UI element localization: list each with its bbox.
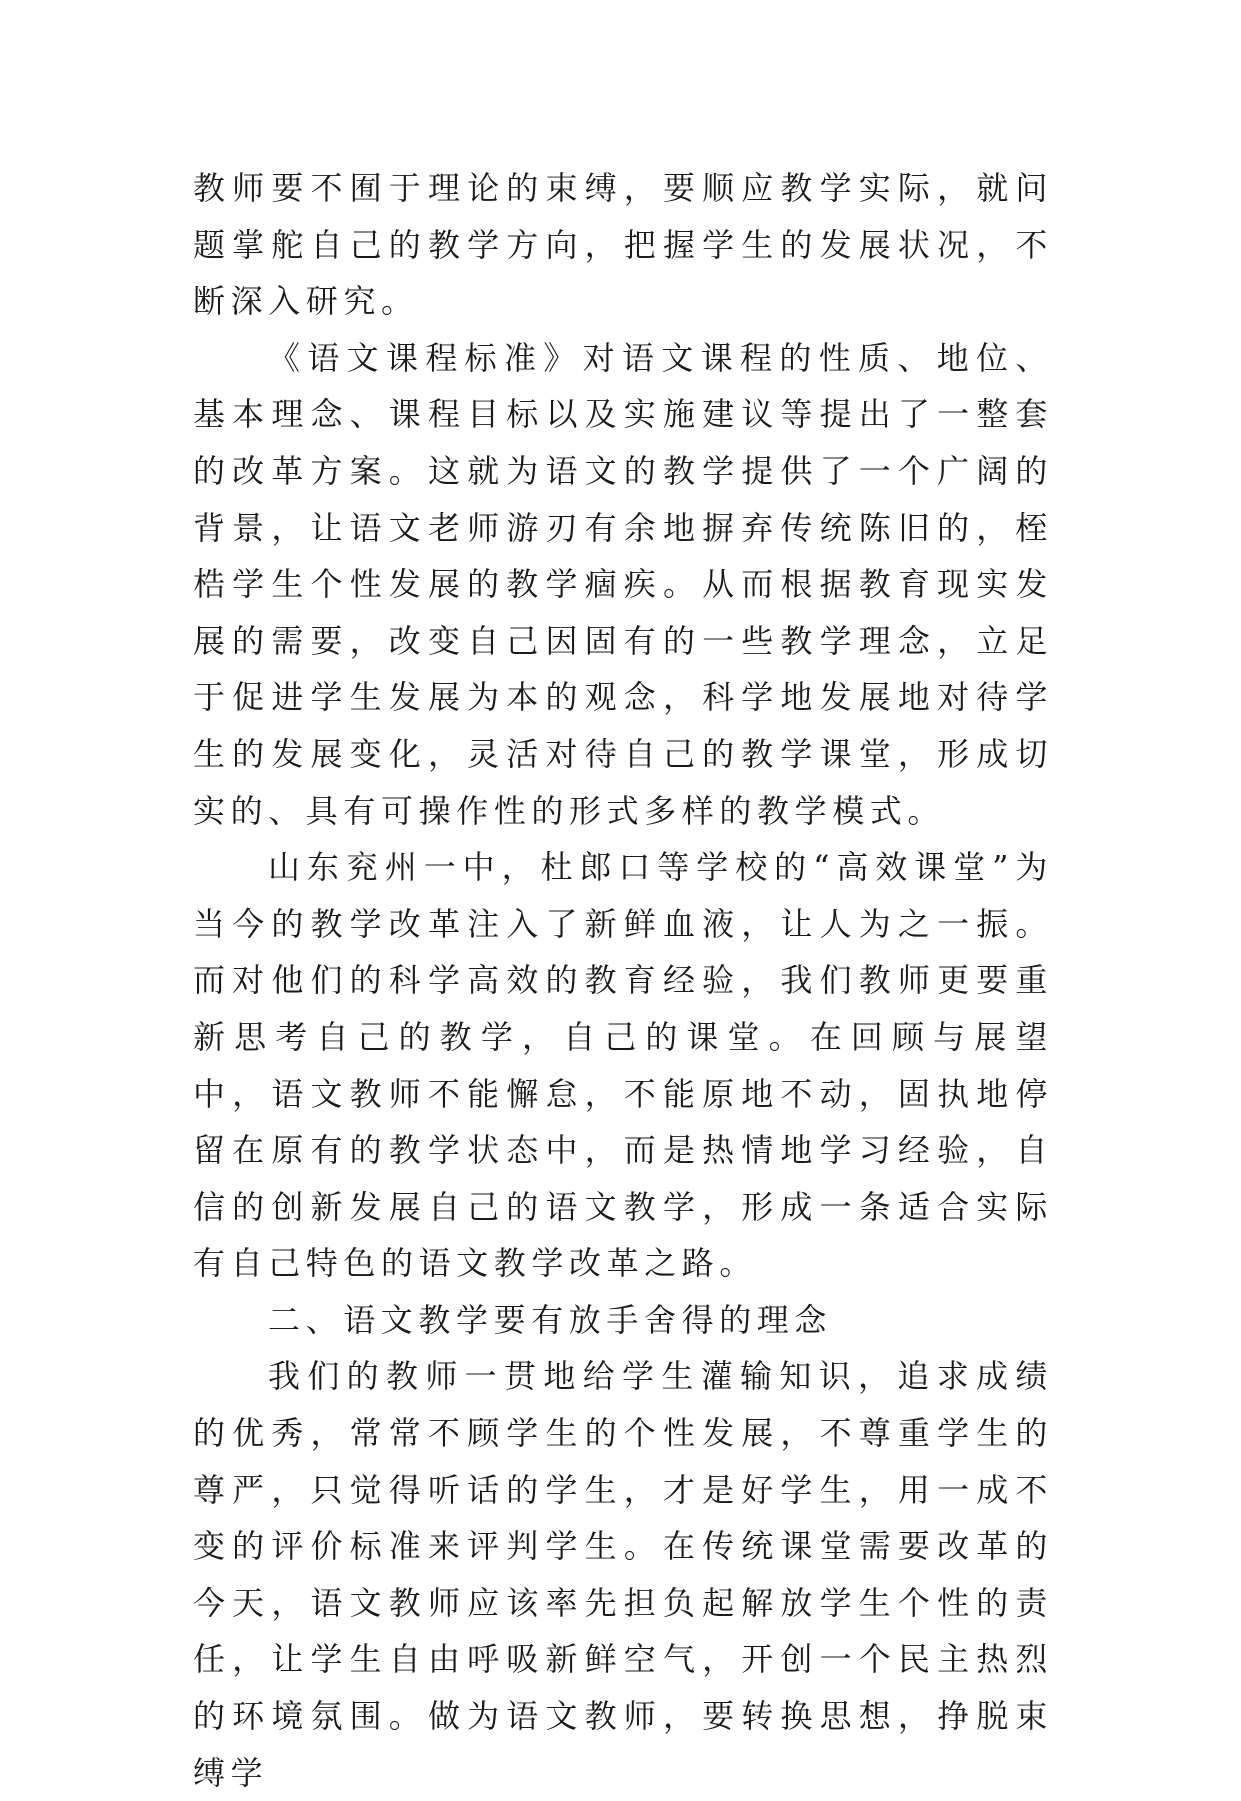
section-heading: 二、语文教学要有放手舍得的理念 [268,1300,833,1339]
paragraph-2: 《语文课程标准》对语文课程的性质、地位、基本理念、课程目标以及实施建议等提出了一整套的改革方案。这就为语文的教学提供了一个广阔的背景，让语文老师游刃有余地摒弃传统陈旧的，桎梏学生个性发展的教学痼疾。从而根据教育现实发展的需要，改变自己因固有的一些教学理念，立足于促进学生发展为本的观念，科学地发展地对待学生的发展变化，灵活对待自己的教学课堂，形成切实的、具有可操作性的形式多样的教学模式。 [193,338,1053,830]
document-body [193,160,1053,1801]
paragraph-3: 山东兖州一中，杜郎口等学校的“高效课堂”为当今的教学改革注入了新鲜血液，让人为之一振。而对他们的科学高效的教育经验，我们教师更要重新思考自己的教学，自己的课堂。在回顾与展望中，语文教师不能懈怠，不能原地不动，固执地停留在原有的教学状态中，而是热情地学习经验，自信的创新发展自己的语文教学，形成一条适合实际有自己特色的语文教学改革之路。 [193,848,1053,1283]
paragraph-4: 我们的教师一贯地给学生灌输知识，追求成绩的优秀，常常不顾学生的个性发展，不尊重学生的尊严，只觉得听话的学生，才是好学生，用一成不变的评价标准来评判学生。在传统课堂需要改革的今天，语文教师应该率先担负起解放学生个性的责任，让学生自由呼吸新鲜空气，开创一个民主热烈的环境氛围。做为语文教师，要转换思想，挣脱束缚学 [193,1357,1053,1792]
paragraph-1: 教师要不囿于理论的束缚，要顺应教学实际，就问题掌舵自己的教学方向，把握学生的发展状况，不断深入研究。 [193,169,1053,321]
